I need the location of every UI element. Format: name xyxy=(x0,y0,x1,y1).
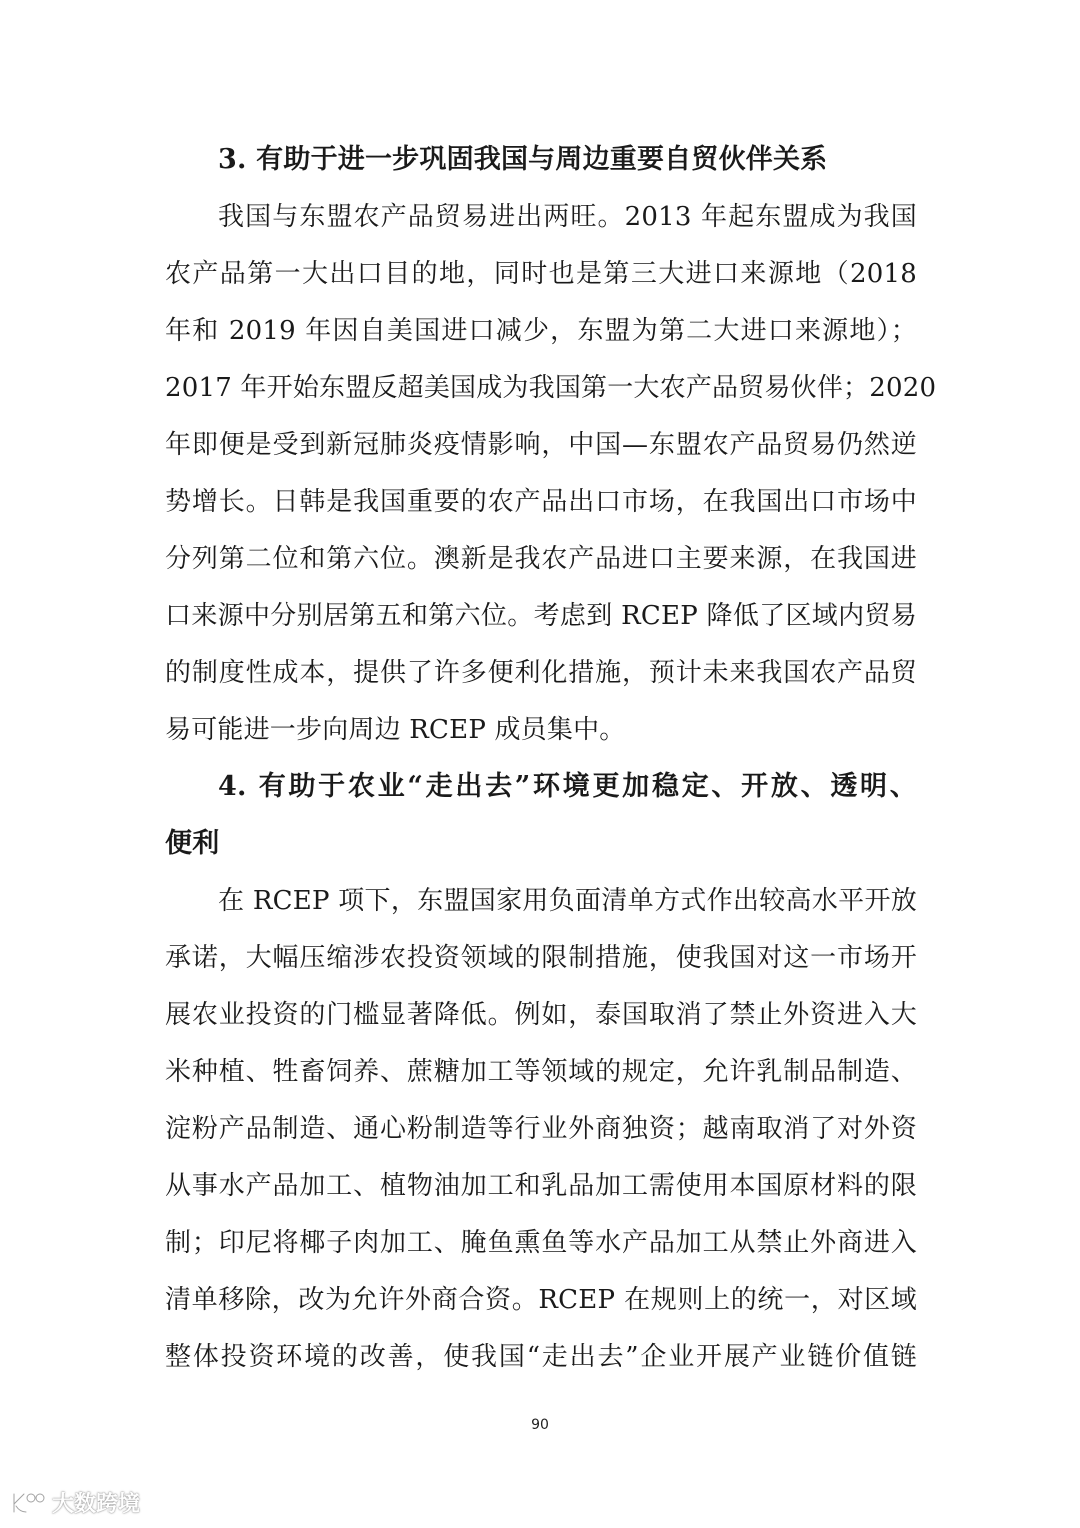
section-4-heading: 4. 有助于农业“走出去”环境更加稳定、开放、透明、 xyxy=(218,771,917,802)
paragraph-line: 年即便是受到新冠肺炎疫情影响，中国—东盟农产品贸易仍然逆 xyxy=(165,430,917,460)
section-3-heading: 3. 有助于进一步巩固我国与周边重要自贸伙伴关系 xyxy=(218,144,828,175)
paragraph-line: 从事水产品加工、植物油加工和乳品加工需使用本国原材料的限 xyxy=(165,1171,917,1201)
section-4-heading-cont: 便利 xyxy=(165,828,220,859)
paragraph-line: 在 RCEP 项下，东盟国家用负面清单方式作出较高水平开放 xyxy=(218,886,917,916)
paragraph-line: 淀粉产品制造、通心粉制造等行业外商独资；越南取消了对外资 xyxy=(165,1114,917,1144)
page-number: 90 xyxy=(531,1417,549,1433)
paragraph-line: 分列第二位和第六位。澳新是我农产品进口主要来源，在我国进 xyxy=(165,544,917,574)
watermark xyxy=(10,1487,140,1518)
kejie-logo-icon xyxy=(10,1490,46,1516)
paragraph-line: 2017 年开始东盟反超美国成为我国第一大农产品贸易伙伴；2020 xyxy=(165,373,937,403)
paragraph-line: 整体投资环境的改善，使我国“走出去”企业开展产业链价值链 xyxy=(165,1342,917,1372)
paragraph-line: 制；印尼将椰子肉加工、腌鱼熏鱼等水产品加工从禁止外商进入 xyxy=(165,1228,917,1258)
paragraph-line: 农产品第一大出口目的地，同时也是第三大进口来源地（2018 xyxy=(165,259,917,289)
paragraph-line: 展农业投资的门槛显著降低。例如，泰国取消了禁止外资进入大 xyxy=(165,1000,917,1030)
paragraph-line: 的制度性成本，提供了许多便利化措施，预计未来我国农产品贸 xyxy=(165,658,917,688)
paragraph-line: 我国与东盟农产品贸易进出两旺。2013 年起东盟成为我国 xyxy=(218,202,917,232)
paragraph-line: 年和 2019 年因自美国进口减少，东盟为第二大进口来源地）； xyxy=(165,316,917,346)
paragraph-line: 承诺，大幅压缩涉农投资领域的限制措施，使我国对这一市场开 xyxy=(165,943,917,973)
watermark-text: 大数跨境 xyxy=(52,1492,141,1517)
paragraph-line: 口来源中分别居第五和第六位。考虑到 RCEP 降低了区域内贸易 xyxy=(165,601,917,631)
paragraph-line: 清单移除，改为允许外商合资。RCEP 在规则上的统一，对区域 xyxy=(165,1285,917,1315)
paragraph-line: 米种植、牲畜饲养、蔗糖加工等领域的规定，允许乳制品制造、 xyxy=(165,1057,917,1087)
paragraph-line: 势增长。日韩是我国重要的农产品出口市场，在我国出口市场中 xyxy=(165,487,917,517)
paragraph-line: 易可能进一步向周边 RCEP 成员集中。 xyxy=(165,715,626,745)
